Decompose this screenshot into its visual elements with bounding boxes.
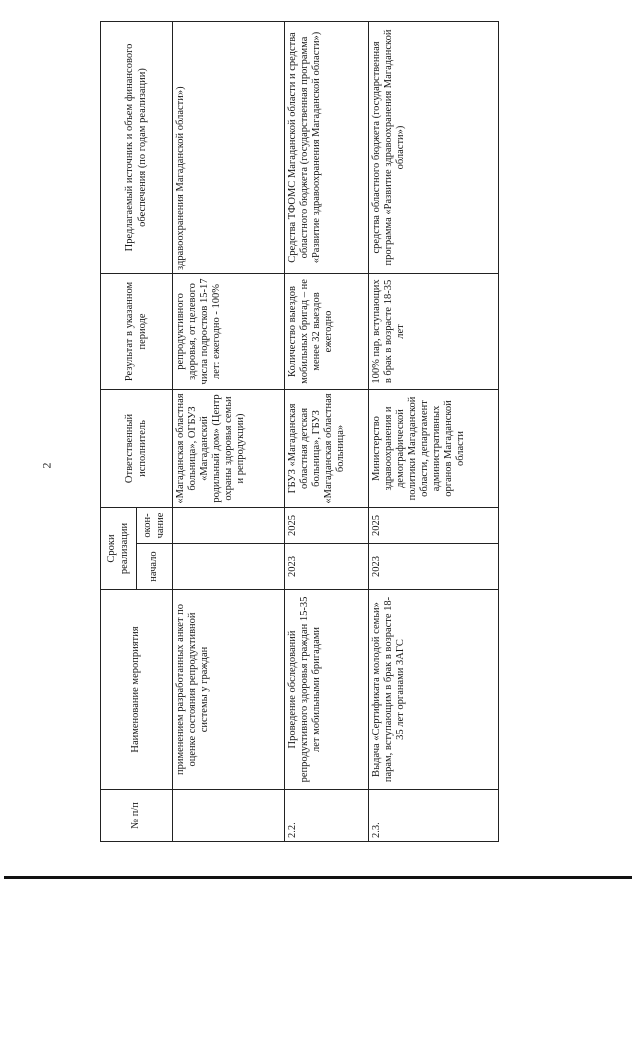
cell-name: Проведение обследований репродуктивного здоровья граждан 15-35 лет мобильными бригадами xyxy=(285,590,369,790)
cell-end: 2025 xyxy=(369,507,499,543)
page-number: 2 xyxy=(39,462,54,469)
cell-source: Средства ТФОМС Магаданской области и средства областного бюджета (государственная программа «Развитие здравоохранения Магаданской области») xyxy=(285,21,369,273)
cell-num: 2.2. xyxy=(285,790,369,842)
cell-num xyxy=(173,790,285,842)
table-row xyxy=(369,21,499,841)
cell-responsible: «Магаданская областная больница», ОГБУЗ «Магаданский родильный дом» (Центр охраны здоровья семьи и репродукции) xyxy=(173,389,285,507)
cell-result: Количество выездов мобильных бригад – не менее 32 выездов ежегодно xyxy=(285,273,369,389)
header-start: начало xyxy=(137,544,173,590)
cell-num: 2.3. xyxy=(369,790,499,842)
table-row xyxy=(173,21,285,841)
table-container xyxy=(100,22,498,842)
cell-start xyxy=(173,544,285,590)
header-responsible: Ответственный исполнитель xyxy=(101,389,173,507)
cell-result: репродуктивного здоровья, от целевого числа подростков 15-17 лет: ежегодно - 100% xyxy=(173,273,285,389)
cell-result: 100% пар, вступающих в брак в возрасте 18-35 лет xyxy=(369,273,499,389)
cell-responsible: ГБУЗ «Магаданская областная детская больница», ГБУЗ «Магаданская областная больница» xyxy=(285,389,369,507)
cell-responsible: Министерство здравоохранения и демографической политики Магаданской области, департамент административных органов Магаданской области xyxy=(369,389,499,507)
header-result: Результат в указанном периоде xyxy=(101,273,173,389)
cell-name: Выдача «Сертификата молодой семьи» парам, вступающим в брак в возрасте 18-35 лет органами ЗАГС xyxy=(369,590,499,790)
header-name: Наименование мероприятия xyxy=(101,590,173,790)
cell-end: 2025 xyxy=(285,507,369,543)
header-num: № п/п xyxy=(101,790,173,842)
horizontal-rule xyxy=(4,876,632,879)
cell-start: 2023 xyxy=(285,544,369,590)
table-row xyxy=(285,21,369,841)
cell-source: средства областного бюджета (государственная программа «Развитие здравоохранения Магаданской области») xyxy=(369,21,499,273)
header-period: Сроки реализации xyxy=(101,507,137,589)
header-end: окон-чание xyxy=(137,507,173,543)
cell-end xyxy=(173,507,285,543)
cell-name: применением разработанных анкет по оценке состояния репродуктивной системы у граждан xyxy=(173,590,285,790)
activities-table xyxy=(100,21,499,842)
cell-start: 2023 xyxy=(369,544,499,590)
header-source: Предлагаемый источник и объем финансового обеспечения (по годам реализации) xyxy=(101,21,173,273)
cell-source: здравоохранения Магаданской области») xyxy=(173,21,285,273)
